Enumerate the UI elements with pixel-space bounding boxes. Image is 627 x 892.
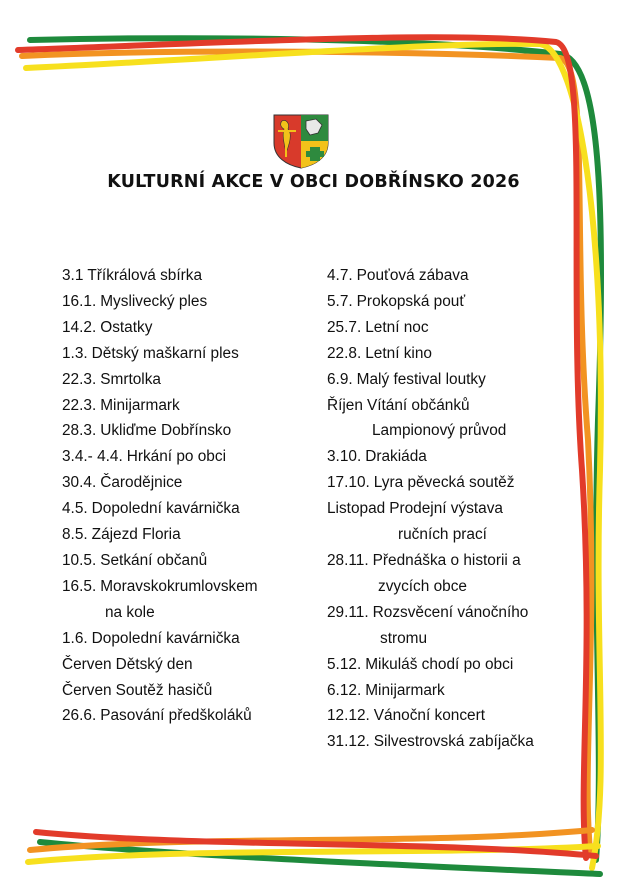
event-name: Prokopská pouť [356, 292, 466, 310]
event-row [62, 626, 322, 652]
event-name: Vánoční koncert [373, 707, 486, 725]
event-row [62, 289, 322, 315]
event-name: Soutěž hasičů [115, 681, 213, 699]
event-name: Dopolední kavárnička [91, 629, 240, 647]
event-name: zvycích obce [378, 577, 467, 595]
event-row [327, 522, 587, 548]
event-name: Ukliďme Dobřínsko [100, 422, 232, 440]
event-row [327, 548, 587, 574]
event-name: Vítání občánků [366, 396, 470, 414]
event-date: 14.2. [62, 318, 97, 336]
event-date: 3.4.- 4.4. [62, 448, 123, 466]
event-date: 1.6. [62, 629, 88, 647]
event-row [327, 418, 587, 444]
event-date: 3.1 [62, 267, 84, 284]
event-date: 16.5. [62, 577, 97, 595]
event-name: stromu [380, 629, 428, 647]
event-name: Hrkání po obci [126, 448, 226, 466]
event-date: 17.10. [327, 474, 370, 492]
event-row [62, 315, 322, 341]
event-date: 22.3. [62, 370, 97, 388]
event-date: 16.1. [62, 292, 97, 310]
event-date: 4.7. [327, 267, 353, 284]
event-name: Smrtolka [100, 370, 161, 388]
event-row [62, 263, 322, 289]
event-row [62, 367, 322, 393]
event-name: Lyra pěvecká soutěž [373, 474, 515, 492]
event-name: Čarodějnice [100, 474, 183, 492]
event-name: Mikuláš chodí po obci [365, 655, 514, 673]
event-date: 28.3. [62, 422, 97, 440]
event-date: 1.3. [62, 344, 88, 362]
event-name: Zájezd Floria [91, 526, 181, 544]
event-row [327, 341, 587, 367]
event-name: Minijarmark [365, 681, 445, 699]
event-row [62, 678, 322, 704]
event-row [327, 470, 587, 496]
event-name: Ostatky [100, 318, 153, 336]
event-name: Rozsvěcení vánočního [372, 603, 529, 621]
event-name: Minijarmark [100, 396, 180, 414]
event-row [327, 703, 587, 729]
event-date: 25.7. [327, 318, 362, 336]
event-row [327, 496, 587, 522]
event-name: Moravskokrumlovskem [100, 577, 258, 595]
event-name: Dopolední kavárnička [91, 500, 240, 518]
event-date: 6.12. [327, 681, 362, 699]
event-row [62, 574, 322, 600]
event-name: Pouťová zábava [356, 267, 469, 284]
event-row [62, 600, 322, 626]
event-name: Prodejní výstava [389, 500, 503, 518]
event-row [62, 418, 322, 444]
page-title: KULTURNÍ AKCE V OBCI DOBŘÍNSKO 2026 [107, 172, 520, 192]
event-name: Malý festival loutky [356, 370, 486, 388]
event-date: 10.5. [62, 551, 97, 569]
event-name: Tříkrálová sbírka [87, 267, 203, 284]
municipal-coat-of-arms-icon [272, 113, 330, 169]
events-left-column [62, 263, 322, 729]
event-date: 8.5. [62, 526, 88, 544]
event-row [327, 678, 587, 704]
event-date: 22.8. [327, 344, 362, 362]
event-row [62, 470, 322, 496]
event-name: Silvestrovská zabíjačka [373, 733, 534, 751]
event-row [62, 444, 322, 470]
event-name: Letní noc [365, 318, 429, 336]
event-row [62, 703, 322, 729]
event-row [327, 263, 587, 289]
event-row [327, 393, 587, 419]
event-row [327, 444, 587, 470]
event-date: 12.12. [327, 707, 370, 725]
event-date: 28.11. [327, 551, 369, 569]
event-name: Letní kino [365, 344, 432, 362]
event-row [62, 496, 322, 522]
event-name: Lampionový průvod [372, 422, 507, 440]
event-date: 31.12. [327, 733, 370, 751]
event-row [327, 315, 587, 341]
event-name: Drakiáda [365, 448, 427, 466]
event-row [327, 600, 587, 626]
event-date: 4.5. [62, 500, 88, 518]
event-row [327, 367, 587, 393]
event-date: 22.3. [62, 396, 97, 414]
event-name: na kole [105, 603, 155, 621]
event-date: 6.9. [327, 370, 353, 388]
event-name: ručních prací [398, 526, 487, 544]
event-date: 29.11. [327, 603, 369, 621]
event-name: Setkání občanů [100, 551, 208, 569]
event-row [62, 652, 322, 678]
event-name: Pasování předškoláků [100, 707, 252, 725]
event-name: Přednáška o historii a [372, 551, 521, 569]
event-name: Dětský den [115, 655, 193, 673]
event-name: Myslivecký ples [100, 292, 208, 310]
event-date: Listopad [327, 500, 386, 518]
event-date: 30.4. [62, 474, 97, 492]
event-row [327, 652, 587, 678]
event-date: 5.12. [327, 655, 362, 673]
event-row [327, 289, 587, 315]
event-row [327, 574, 587, 600]
event-row [62, 393, 322, 419]
event-date: Říjen [327, 396, 363, 414]
event-row [327, 729, 587, 755]
event-date: 26.6. [62, 707, 97, 725]
event-name: Dětský maškarní ples [91, 344, 239, 362]
event-row [327, 626, 587, 652]
events-right-column [327, 263, 587, 755]
event-row [62, 522, 322, 548]
event-row [62, 548, 322, 574]
event-date: Červen [62, 655, 112, 673]
event-row [62, 341, 322, 367]
event-date: 3.10. [327, 448, 362, 466]
event-date: 5.7. [327, 292, 353, 310]
event-date: Červen [62, 681, 112, 699]
